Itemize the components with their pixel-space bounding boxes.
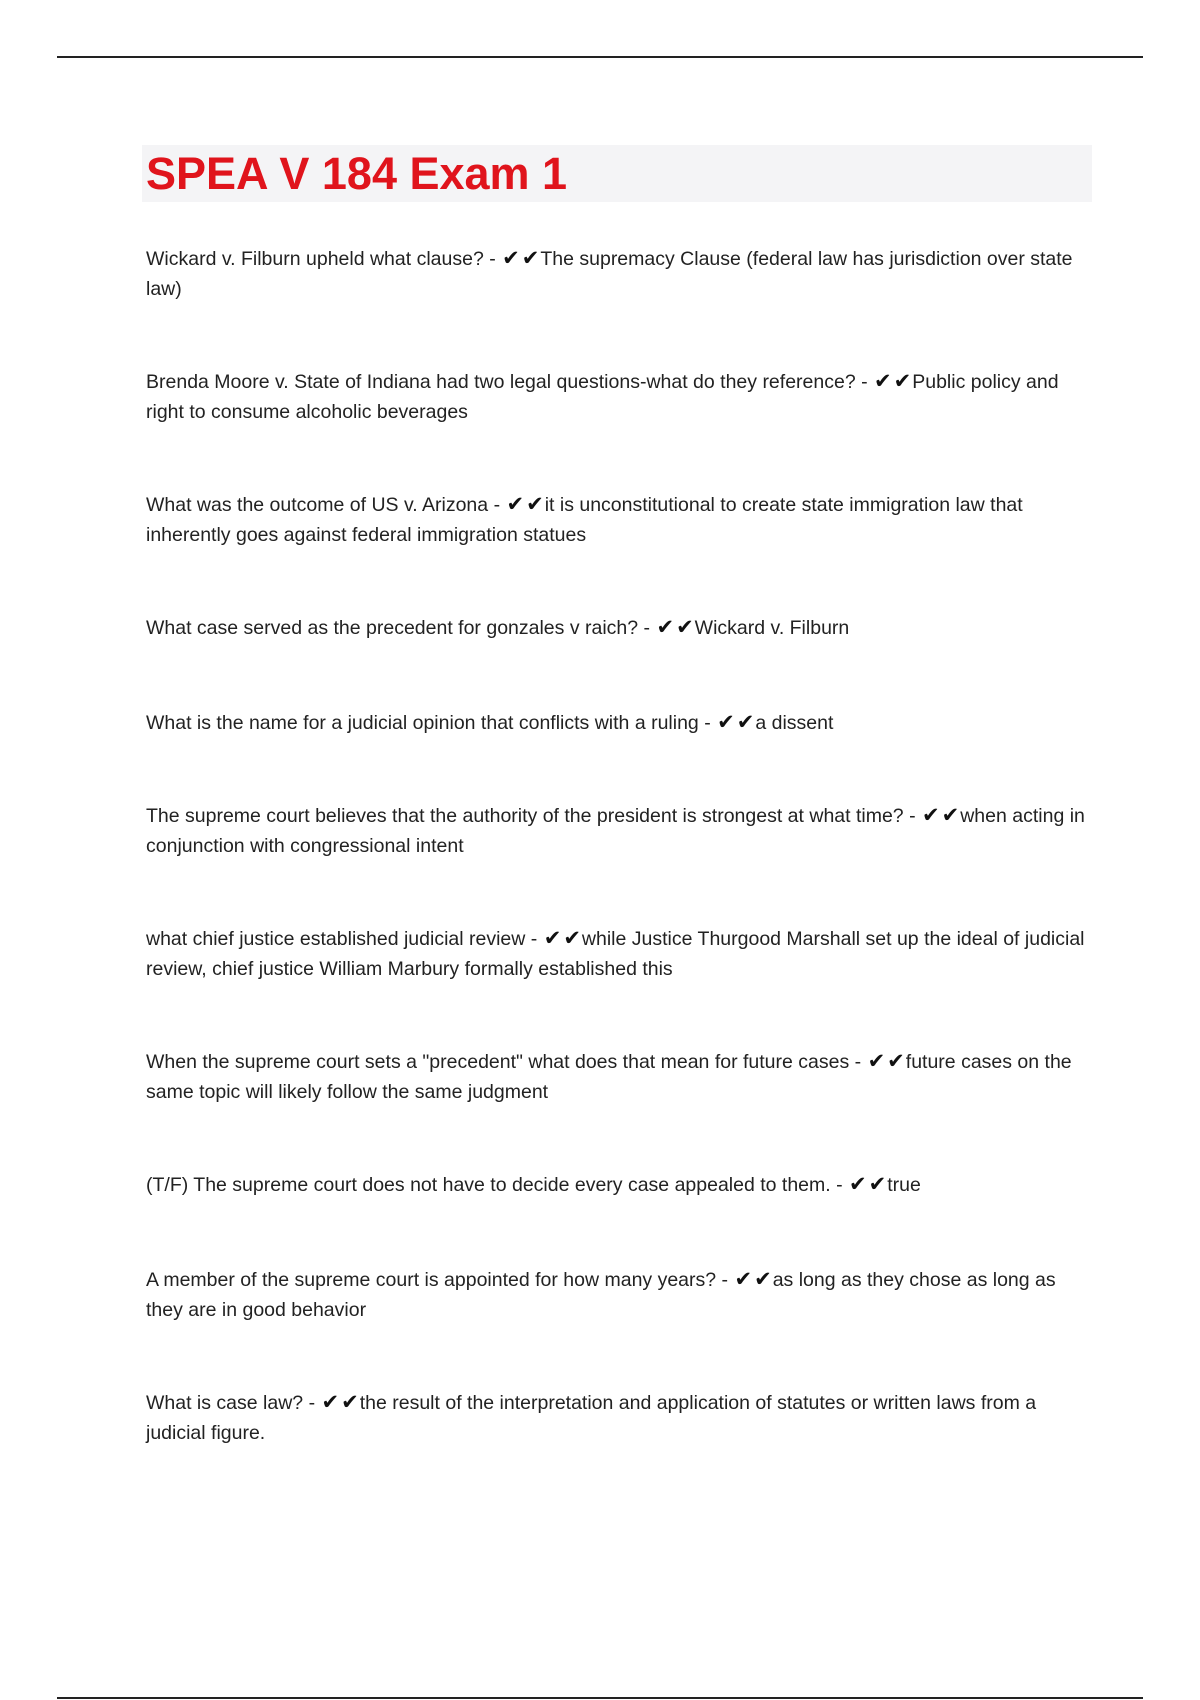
- qa-item: [146, 924, 1091, 984]
- check-icon: ✔: [321, 1391, 340, 1414]
- qa-item: [146, 1047, 1091, 1107]
- answer-text: future cases on the same topic will likely follow the same judgment: [146, 1051, 1072, 1103]
- answer-text: The supremacy Clause (federal law has jurisdiction over state law): [146, 248, 1073, 300]
- separator: -: [909, 805, 916, 827]
- question-text: The supreme court believes that the authority of the president is strongest at what time?: [146, 805, 904, 827]
- question-text: What is the name for a judicial opinion that conflicts with a ruling: [146, 712, 699, 734]
- answer-marker: [867, 1051, 906, 1073]
- separator: -: [836, 1174, 843, 1196]
- question-text: what chief justice established judicial review: [146, 928, 526, 950]
- qa-item: [146, 613, 1091, 643]
- question-text: Brenda Moore v. State of Indiana had two legal questions-what do they reference?: [146, 371, 856, 393]
- answer-marker: [921, 805, 960, 827]
- qa-item: [146, 1170, 1091, 1200]
- check-icon: ✔: [874, 370, 892, 393]
- question-text: What was the outcome of US v. Arizona: [146, 494, 489, 516]
- answer-text: a dissent: [755, 712, 834, 734]
- answer-text: while Justice Thurgood Marshall set up the ideal of judicial review, chief justice William Marbury formally established this: [146, 928, 1085, 980]
- question-text: Wickard v. Filburn upheld what clause?: [146, 248, 484, 270]
- check-icon: ✔: [341, 1391, 359, 1414]
- check-icon: ✔: [543, 927, 562, 950]
- answer-text: Public policy and right to consume alcoholic beverages: [146, 371, 1059, 423]
- separator: -: [308, 1392, 316, 1414]
- question-text: A member of the supreme court is appointed for how many years?: [146, 1269, 717, 1291]
- check-icon: ✔: [868, 1173, 887, 1196]
- separator: -: [721, 1269, 729, 1291]
- check-icon: ✔: [521, 247, 540, 270]
- answer-marker: [733, 1269, 772, 1291]
- answer-text: true: [887, 1174, 921, 1196]
- separator: -: [643, 617, 651, 639]
- qa-item: [146, 244, 1091, 304]
- answer-marker: [655, 617, 694, 639]
- answer-text: as long as they chose as long as they are in good behavior: [146, 1269, 1056, 1321]
- answer-marker: [848, 1174, 887, 1196]
- check-icon: ✔: [849, 1173, 867, 1196]
- qa-item: [146, 490, 1091, 550]
- qa-item: [146, 1265, 1091, 1325]
- separator: -: [704, 712, 711, 734]
- check-icon: ✔: [887, 1050, 905, 1073]
- check-icon: ✔: [941, 804, 960, 827]
- question-text: (T/F) The supreme court does not have to decide every case appealed to them.: [146, 1174, 831, 1196]
- check-icon: ✔: [656, 616, 675, 639]
- separator: -: [530, 928, 538, 950]
- separator: -: [854, 1051, 862, 1073]
- answer-marker: [716, 712, 755, 734]
- answer-marker: [543, 928, 582, 950]
- check-icon: ✔: [502, 247, 520, 270]
- question-text: When the supreme court sets a "precedent" what does that mean for future cases: [146, 1051, 850, 1073]
- answer-marker: [321, 1392, 360, 1414]
- qa-item: [146, 708, 1091, 738]
- document-title: SPEA V 184 Exam 1: [146, 148, 568, 199]
- answer-text: when acting in conjunction with congressional intent: [146, 805, 1085, 857]
- check-icon: ✔: [754, 1268, 772, 1291]
- separator: -: [489, 248, 496, 270]
- bottom-divider: [57, 1697, 1143, 1699]
- check-icon: ✔: [676, 616, 694, 639]
- question-text: What case served as the precedent for gonzales v raich?: [146, 617, 639, 639]
- check-icon: ✔: [867, 1050, 886, 1073]
- top-divider: [57, 56, 1143, 58]
- check-icon: ✔: [734, 1268, 753, 1291]
- check-icon: ✔: [736, 711, 755, 734]
- check-icon: ✔: [563, 927, 581, 950]
- qa-item: [146, 1388, 1091, 1448]
- answer-marker: [873, 371, 912, 393]
- check-icon: ✔: [526, 493, 544, 516]
- check-icon: ✔: [717, 711, 735, 734]
- answer-text: it is unconstitutional to create state immigration law that inherently goes against federal immigration statues: [146, 494, 1023, 546]
- qa-item: [146, 367, 1091, 427]
- answer-text: the result of the interpretation and application of statutes or written laws from a judicial figure.: [146, 1392, 1037, 1444]
- answer-marker: [501, 248, 540, 270]
- answer-text: Wickard v. Filburn: [694, 617, 850, 639]
- question-text: What is case law?: [146, 1392, 304, 1414]
- check-icon: ✔: [922, 804, 940, 827]
- qa-item: [146, 801, 1091, 861]
- answer-marker: [505, 494, 544, 516]
- separator: -: [861, 371, 868, 393]
- check-icon: ✔: [506, 493, 525, 516]
- check-icon: ✔: [893, 370, 912, 393]
- separator: -: [493, 494, 501, 516]
